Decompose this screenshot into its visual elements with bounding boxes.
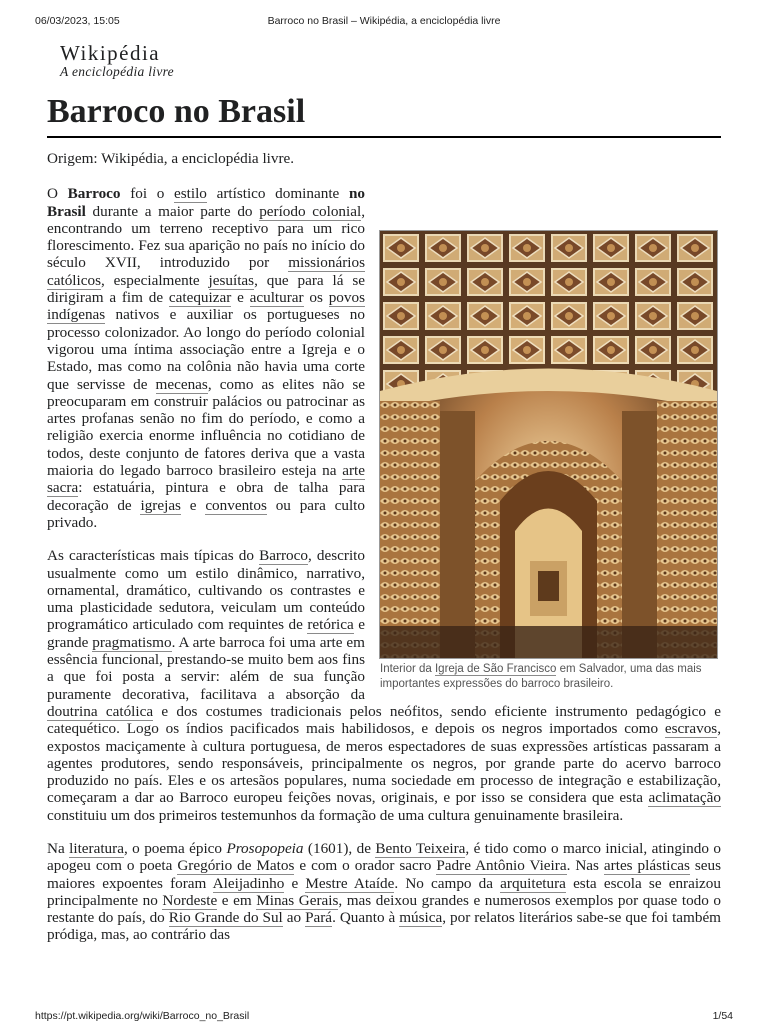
church-interior-figure bbox=[379, 230, 721, 692]
barroco-link[interactable]: Barroco bbox=[259, 547, 308, 565]
rio-grande-do-sul-link[interactable]: Rio Grande do Sul bbox=[168, 909, 283, 927]
conventos-link[interactable]: conventos bbox=[205, 496, 267, 514]
aclimatacao-link[interactable]: aclimatação bbox=[648, 789, 721, 807]
pragmatismo-link[interactable]: pragmatismo bbox=[92, 633, 172, 651]
aculturar-link[interactable]: aculturar bbox=[249, 289, 304, 307]
paragraph-text: e grande bbox=[47, 616, 365, 651]
nordeste-link[interactable]: Nordeste bbox=[162, 891, 218, 909]
paragraph-text: , por relatos literários sabe-se que foi também pródiga, mas, ao contrário das bbox=[47, 909, 721, 944]
catequizar-link[interactable]: catequizar bbox=[168, 289, 232, 307]
paragraph-text: As características mais típicas do bbox=[47, 547, 260, 565]
mestre-ataide-link[interactable]: Mestre Ataíde bbox=[305, 874, 395, 892]
logo-wordmark: Wikipédia bbox=[60, 41, 161, 65]
logo-tagline: A enciclopédia livre bbox=[60, 64, 174, 79]
baroque-church-illustration bbox=[380, 231, 717, 658]
paragraph-text: e com o orador sacro bbox=[294, 857, 437, 875]
paragraph-text: os bbox=[303, 289, 329, 307]
paragraph-text: . No campo da bbox=[394, 874, 501, 892]
paragraph-text: constituiu um dos primeiros testemunhos da formação de uma cultura genuinamente brasileira. bbox=[47, 806, 624, 824]
doutrina-catolica-link[interactable]: doutrina católica bbox=[47, 702, 154, 720]
paragraph-text: . A arte barroca foi uma arte em essência funcional, prestando-se muito bem aos fins a que foi posta a servir: além de sua função puramente decorativa, facilitava a absorção da bbox=[47, 633, 365, 703]
bento-teixeira-link[interactable]: Bento Teixeira bbox=[375, 839, 466, 857]
padre-antonio-vieira-link[interactable]: Padre Antônio Vieira bbox=[436, 857, 567, 875]
print-page-title: Barroco no Brasil – Wikipédia, a enciclopédia livre bbox=[267, 15, 501, 27]
page-title: Barroco no Brasil bbox=[47, 93, 306, 130]
igreja-sao-francisco-link[interactable]: Igreja de São Francisco bbox=[434, 663, 557, 676]
paragraph-text: , que para lá se dirigiram a fim de bbox=[47, 271, 365, 307]
paragraph-text: , expostos maciçamente à cultura portuguesa, de meros espectadores de suas expressões artísticas passaram a agentes produtores, sendo responsáveis, principalmente os negros, por grande parte do acervo barroco produzido no país. Eles e os artesãos populares, numa sociedade em processo de integração e estabilização, começaram a dar ao Barroco europeu feições novas, originais, e por isso se considera que esta bbox=[47, 720, 721, 807]
paragraph-text: , encontrando um terreno receptivo para um rico florescimento. Fez sua aparição no país no início do século XVII, introduzido por bbox=[47, 202, 365, 272]
paragraph-text: : estatuária, pintura e obra de talha para decoração de bbox=[47, 479, 365, 514]
paragraph-text: e bbox=[180, 496, 206, 514]
paragraph-text: , descrito usualmente como um estilo dinâmico, narrativo, ornamental, dramático, cultivando os contrastes e uma plasticidade sedutora, veiculam um conteúdo programático articulado com requintes de bbox=[47, 547, 365, 634]
artes-plasticas-link[interactable]: artes plásticas bbox=[603, 857, 690, 875]
paragraph-text: . Nas bbox=[566, 857, 604, 875]
paragraph-text: , é tido como o marco inicial, atingindo o apogeu com o poeta bbox=[47, 839, 721, 875]
print-url: https://pt.wikipedia.org/wiki/Barroco_no_Brasil bbox=[35, 1010, 250, 1022]
print-datetime: 06/03/2023, 15:05 bbox=[35, 15, 120, 27]
title-divider bbox=[47, 136, 721, 138]
mecenas-link[interactable]: mecenas bbox=[155, 375, 208, 393]
paragraph-text: durante a maior parte do bbox=[85, 202, 260, 220]
bold-term: Barroco bbox=[67, 185, 121, 203]
paragraph-text: e dos costumes tradicionais pelos neófitos, sendo eficiente instrumento pedagógico e catequético. Logo os índios pacificados mais habilidosos, e depois os negros importados como bbox=[47, 702, 721, 738]
paragraph-text: , o poema épico bbox=[123, 839, 227, 857]
church-interior-image[interactable] bbox=[379, 230, 718, 659]
paragraph-text: esta escola se enraizou principalmente no bbox=[47, 874, 721, 909]
paragraph-text: artístico dominante bbox=[206, 185, 349, 203]
missionarios-link[interactable]: missionários bbox=[288, 254, 365, 272]
paragraph-arts bbox=[47, 840, 721, 944]
estilo-link[interactable]: estilo bbox=[174, 185, 207, 203]
catolicos-link[interactable]: católicos bbox=[47, 271, 101, 289]
minas-gerais-link[interactable]: Minas Gerais bbox=[256, 891, 339, 909]
italic-title: Prosopopeia bbox=[226, 839, 304, 857]
periodo-colonial-link[interactable]: período colonial bbox=[259, 202, 362, 220]
povos-indigenas-link[interactable]: povos indígenas bbox=[47, 289, 365, 324]
caption-text: em Salvador, uma das mais importantes expressões do barroco brasileiro. bbox=[380, 663, 702, 691]
paragraph-text: e bbox=[284, 874, 306, 892]
paragraph-text: , como as elites não se preocuparam em construir palácios ou patrocinar as artes profanas senão no fim do período, e como a religião exercia enorme influência no cotidiano de todos, deste conjunto de fatores deriva que a vasta maioria do legado barroco brasileiro esteja na bbox=[47, 375, 365, 480]
musica-link[interactable]: música bbox=[399, 909, 443, 927]
retorica-link[interactable]: retórica bbox=[307, 616, 354, 634]
paragraph-text: Na bbox=[47, 839, 70, 857]
aleijadinho-link[interactable]: Aleijadinho bbox=[212, 874, 285, 892]
paragraph-text: ou para culto privado. bbox=[47, 496, 365, 531]
igrejas-link[interactable]: igrejas bbox=[140, 496, 181, 514]
paragraph-text: . Quanto à bbox=[332, 909, 400, 927]
paragraph-text: e bbox=[231, 289, 250, 307]
paragraph-text: O bbox=[47, 185, 68, 203]
bold-term: no Brasil bbox=[47, 185, 365, 220]
paragraph-text: , especialmente bbox=[100, 271, 209, 289]
paragraph-text: foi o bbox=[120, 185, 174, 203]
literatura-link[interactable]: literatura bbox=[69, 839, 124, 857]
escravos-link[interactable]: escravos bbox=[664, 720, 718, 738]
caption-text: Interior da bbox=[380, 663, 435, 676]
paragraph-text: (1601), de bbox=[303, 839, 376, 857]
jesuitas-link[interactable]: jesuítas bbox=[208, 271, 255, 289]
paragraph-text: , mas deixou grandes e numerosos exemplos por quase todo o restante do país, do bbox=[47, 891, 721, 927]
figure-caption bbox=[379, 659, 721, 692]
article-body bbox=[47, 150, 721, 960]
paragraph-text: ao bbox=[282, 909, 306, 927]
paragraph-text: e em bbox=[217, 891, 257, 909]
paragraph-text: nativos e auxiliar os portugueses no processo colonizador. Ao longo do período colonial vigorou uma íntima associação entre a Igreja e o Estado, mas como na colônia não havia uma corte que servisse de bbox=[47, 306, 365, 393]
arquitetura-link[interactable]: arquitetura bbox=[500, 874, 566, 892]
arte-sacra-link[interactable]: arte sacra bbox=[47, 462, 365, 497]
wikipedia-logo[interactable] bbox=[60, 42, 174, 80]
paragraph-text: seus maiores expoentes foram bbox=[47, 857, 721, 892]
para-link[interactable]: Pará bbox=[305, 909, 333, 927]
print-page-number: 1/54 bbox=[712, 1010, 733, 1022]
origin-note: Origem: Wikipédia, a enciclopédia livre. bbox=[47, 150, 295, 167]
gregorio-de-matos-link[interactable]: Gregório de Matos bbox=[177, 857, 295, 875]
